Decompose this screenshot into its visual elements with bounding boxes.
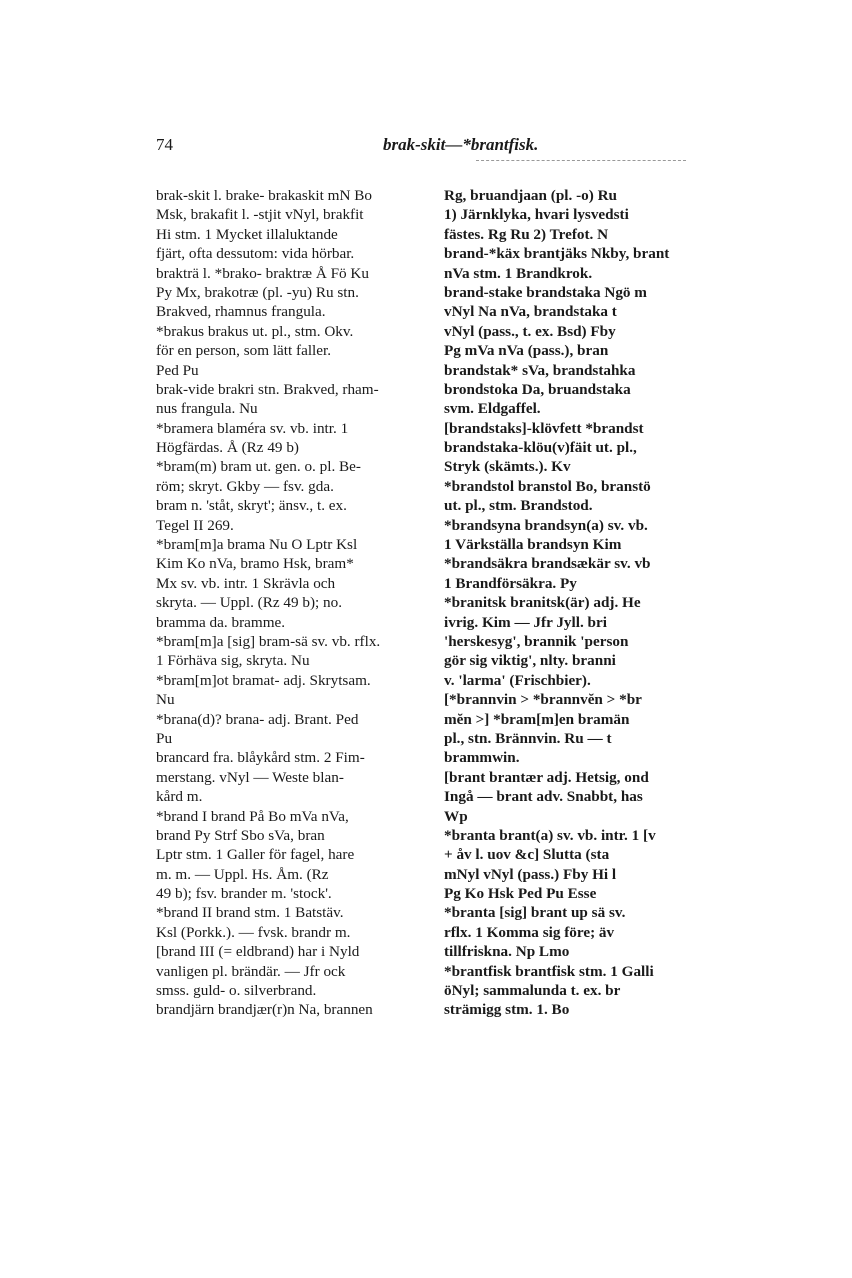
header-rule [476,160,686,161]
text-line: Tegel II 269. [156,516,234,534]
text-line: *bramera blaméra sv. vb. intr. 1 [156,419,349,437]
text-line: Lptr stm. 1 Galler för fagel, hare [156,846,355,864]
text-line: *bram[m]ot bramat- adj. Skrytsam. [156,671,371,689]
text-line: vNyl Na nVa, brandstaka t [444,303,617,321]
text-line: skryta. — Uppl. (Rz 49 b); no. [156,594,343,612]
text-line: Ingå — brant adv. Snabbt, has [444,788,643,806]
text-line: Pg mVa nVa (pass.), bran [444,342,609,360]
text-line: *brandstol branstol Bo, branstö [444,477,651,495]
text-line: *brand I brand På Bo mVa nVa, [156,807,349,825]
text-line: [brandstaks]-klövfett *brandst [444,419,644,437]
text-line: 1) Järnklyka, hvari lysvedsti [444,206,629,224]
text-line: Brakved, rhamnus frangula. [156,303,326,321]
text-line: Rg, bruandjaan (pl. -o) Ru [444,187,618,204]
text-line: 1 Förhäva sig, skryta. Nu [156,652,310,670]
text-line: *bram[m]a [sig] bram-sä sv. vb. rflx. [156,632,381,650]
text-line: *brakus brakus ut. pl., stm. Okv. [156,322,354,340]
text-line: Mx sv. vb. intr. 1 Skrävla och [156,574,336,592]
text-line: *branta brant(a) sv. vb. intr. 1 [v [444,826,656,844]
text-line: Stryk (skämts.). Kv [444,458,571,476]
text-line: vNyl (pass., t. ex. Bsd) Fby [444,322,616,340]
text-line: mĕn >] *bram[m]en bramän [444,710,630,728]
text-line: merstang. vNyl — Weste blan- [156,768,344,786]
text-line: brand-stake brandstaka Ngö m [444,283,647,301]
text-line: 'herskesyg', brannik 'person [444,632,629,650]
text-line: brak-vide brakri stn. Brakved, rham- [156,380,379,398]
running-head: brak-skit—*brantfisk. [383,135,539,154]
text-line: [brant brantær adj. Hetsig, ond [444,768,649,786]
text-line: brancard fra. blåykård stm. 2 Fim- [156,749,365,767]
text-line: Py Mx, brakotræ (pl. -yu) Ru stn. [156,283,359,301]
right-column [444,186,852,1020]
text-line: gör sig viktig', nlty. branni [444,652,616,670]
text-line: öNyl; sammalunda t. ex. br [444,982,621,1000]
text-line: röm; skryt. Gkby — fsv. gda. [156,477,334,495]
text-line: brand-*käx brantjäks Nkby, brant [444,245,670,263]
page-number: 74 [156,135,173,154]
text-line: + åv l. uov &c] Slutta (sta [444,846,610,864]
text-line: fjärt, ofta dessutom: vida hörbar. [156,245,355,263]
text-line: *bram[m]a brama Nu O Lptr Ksl [156,536,358,554]
text-line: fästes. Rg Ru 2) Trefot. N [444,225,609,243]
text-line: Ped Pu [156,361,199,379]
text-line: nVa stm. 1 Brandkrok. [444,264,593,282]
text-line: *brandsäkra brandsækär sv. vb [444,555,651,573]
text-line: Ksl (Porkk.). — fvsk. brandr m. [156,923,351,941]
text-line: 1 Brandförsäkra. Py [444,574,577,592]
text-line: *brandsyna brandsyn(a) sv. vb. [444,516,648,534]
text-line: för en person, som lätt faller. [156,342,332,360]
text-line: *bram(m) bram ut. gen. o. pl. Be- [156,458,361,476]
text-line: [*brannvin > *brannvĕn > *br [444,691,642,709]
text-line: brandjärn brandjær(r)n Na, brannen [156,1001,373,1019]
text-line: Hi stm. 1 Mycket illaluktande [156,225,338,243]
text-line: kård m. [156,788,203,806]
text-line: *brana(d)? brana- adj. Brant. Ped [156,710,359,728]
text-line: bramma da. bramme. [156,613,286,631]
text-line: brandstaka-klöu(v)fäit ut. pl., [444,439,637,457]
text-line: strämigg stm. 1. Bo [444,1001,570,1019]
text-line: Nu [156,691,175,709]
text-line: Kim Ko nVa, bramo Hsk, bram* [156,555,354,573]
text-line: Högfärdas. Å (Rz 49 b) [156,439,299,457]
text-line: brak-skit l. brake- brakaskit mN Bo [156,187,372,204]
text-line: brand Py Strf Sbo sVa, bran [156,826,325,844]
text-line: mNyl vNyl (pass.) Fby Hi l [444,865,617,883]
text-line: brandstak* sVa, brandstahka [444,361,636,379]
text-line: v. 'larma' (Frischbier). [444,671,591,689]
text-line: brakträ l. *brako- braktræ Å Fö Ku [156,264,369,282]
text-line: svm. Eldgaffel. [444,400,541,418]
text-line: Pg Ko Hsk Ped Pu Esse [444,885,597,903]
text-line: vanligen pl. brändär. — Jfr ock [156,962,346,980]
left-column [156,186,431,1020]
text-line: Pu [156,729,173,747]
text-line: brammwin. [444,749,520,767]
text-line: bram n. 'ståt, skryt'; änsv., t. ex. [156,497,347,515]
text-line: ut. pl., stm. Brandstod. [444,497,593,515]
text-line: m. m. — Uppl. Hs. Åm. (Rz [156,865,329,883]
text-line: [brand III (= eldbrand) har i Nyld [156,943,360,961]
text-line: smss. guld- o. silverbrand. [156,982,317,1000]
text-line: Msk, brakafit l. -stjit vNyl, brakfit [156,206,364,224]
text-line: rflx. 1 Komma sig före; äv [444,923,615,941]
text-line: *brand II brand stm. 1 Batstäv. [156,904,344,922]
text-line: *brantfisk brantfisk stm. 1 Galli [444,962,654,980]
text-line: tillfriskna. Np Lmo [444,943,570,961]
text-line: 1 Värkställa brandsyn Kim [444,536,622,554]
text-line: pl., stn. Brännvin. Ru — t [444,729,612,747]
text-line: nus frangula. Nu [156,400,258,418]
text-line: *branitsk branitsk(är) adj. He [444,594,641,612]
text-line: *branta [sig] brant up sä sv. [444,904,626,922]
text-line: ivrig. Kim — Jfr Jyll. bri [444,613,607,631]
text-line: Wp [444,807,468,825]
text-line: brondstoka Da, bruandstaka [444,380,631,398]
text-line: 49 b); fsv. brander m. 'stock'. [156,885,332,903]
